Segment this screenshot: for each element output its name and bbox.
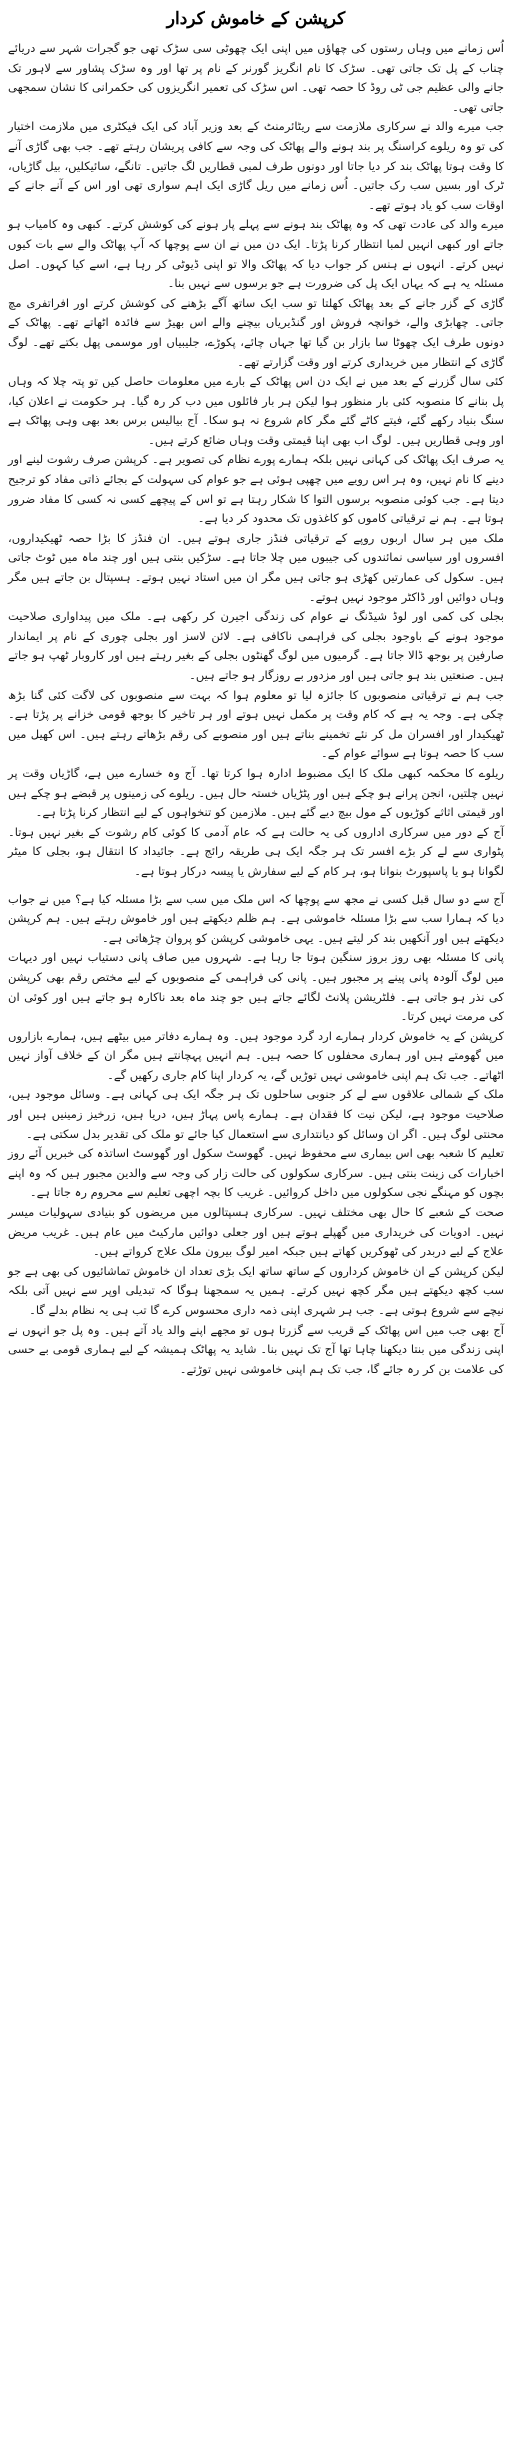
article-paragraph: پانی کا مسئلہ بھی روز بروز سنگین ہوتا جا رہا ہے۔ شہروں میں صاف پانی دستیاب نہیں اور دیہات میں لوگ آلودہ پانی پینے پر مجبور ہیں۔ پانی کی فراہمی کے منصوبوں کے لیے مختص رقم بھی کرپشن کی نذر ہو جاتی ہے۔ فلٹریشن پلانٹ لگائے جاتے ہیں جو چند ماہ بعد ناکارہ ہو جاتے ہیں اور کوئی ان کی مرمت نہیں کرتا۔ — [8, 950, 504, 1024]
article-paragraph: ملک کے شمالی علاقوں سے لے کر جنوبی ساحلوں تک ہر جگہ ایک ہی کہانی ہے۔ وسائل موجود ہیں، صلاحیت موجود ہے، لیکن نیت کا فقدان ہے۔ ہمارے پاس پہاڑ ہیں، دریا ہیں، زرخیز زمینیں ہیں اور محنتی لوگ ہیں۔ اگر ان وسائل کو دیانتداری سے استعمال کیا جائے تو ملک کی تقدیر بدل سکتی ہے۔ — [8, 1087, 504, 1141]
article-paragraph: آج بھی جب میں اس پھاٹک کے قریب سے گزرتا ہوں تو مجھے اپنے والد یاد آتے ہیں۔ وہ پل جو انہوں نے اپنی زندگی میں بنتا دیکھنا چاہا تھا آج تک نہیں بنا۔ شاید یہ پھاٹک ہمیشہ کے لیے ہماری قومی بے حسی کی علامت بن کر رہ جائے گا، جب تک ہم اپنی خاموشی نہیں توڑتے۔ — [8, 1322, 504, 1376]
article-paragraph: صحت کے شعبے کا حال بھی مختلف نہیں۔ سرکاری ہسپتالوں میں مریضوں کو بنیادی سہولیات میسر نہیں۔ ادویات کی خریداری میں گھپلے ہوتے ہیں اور جعلی دوائیں مارکیٹ میں عام ہیں۔ غریب مریض علاج کے لیے دربدر کی ٹھوکریں کھاتے ہیں جبکہ امیر لوگ بیرون ملک علاج کرواتے ہیں۔ — [8, 1205, 504, 1259]
article-paragraph: بجلی کی کمی اور لوڈ شیڈنگ نے عوام کی زندگی اجیرن کر رکھی ہے۔ ملک میں پیداواری صلاحیت موجود ہونے کے باوجود بجلی کی فراہمی ناکافی ہے۔ لائن لاسز اور بجلی چوری کے نام پر ایماندار صارفین پر بوجھ ڈالا جاتا ہے۔ گرمیوں میں لوگ گھنٹوں بجلی کے بغیر رہتے ہیں اور کاروبار ٹھپ ہو جاتے ہیں۔ صنعتیں بند ہو جاتی ہیں اور مزدور بے روزگار ہو جاتے ہیں۔ — [8, 609, 504, 682]
article-paragraph: اُس زمانے میں وہاں رستوں کی چھاؤں میں اپنی ایک چھوٹی سی سڑک تھی جو گجرات شہر سے دریائے چناب کے پل تک جاتی تھی۔ سڑک کا نام انگریز گورنر کے نام پر تھا اور وہ سڑک پشاور سے لاہور تک جانے والی عظیم جی ٹی روڈ کا حصہ تھی۔ اس سڑک کی تعمیر انگریزوں کی حکمرانی کا نشان سمجھی جاتی تھی۔ — [8, 41, 504, 114]
article-paragraph: لیکن کرپشن کے ان خاموش کرداروں کے ساتھ ساتھ ایک بڑی تعداد ان خاموش تماشائیوں کی بھی ہے جو سب کچھ دیکھتے ہیں مگر کچھ نہیں کرتے۔ ہمیں یہ سمجھنا ہوگا کہ تبدیلی اوپر سے نہیں آتی بلکہ نیچے سے شروع ہوتی ہے۔ جب ہر شہری اپنی ذمہ داری محسوس کرے گا تب ہی یہ نظام بدلے گا۔ — [8, 1263, 504, 1317]
article-paragraph: ملک میں ہر سال اربوں روپے کے ترقیاتی فنڈز جاری ہوتے ہیں۔ ان فنڈز کا بڑا حصہ ٹھیکیداروں، افسروں اور سیاسی نمائندوں کی جیبوں میں چلا جاتا ہے۔ سڑکیں بنتی ہیں اور چند ماہ میں ٹوٹ جاتی ہیں۔ سکول کی عمارتیں کھڑی ہو جاتی ہیں مگر ان میں استاد نہیں ہوتے۔ ہسپتال بن جاتے ہیں مگر وہاں دوائیں اور ڈاکٹر موجود نہیں ہوتے۔ — [8, 530, 504, 604]
article-paragraph: جب ہم نے ترقیاتی منصوبوں کا جائزہ لیا تو معلوم ہوا کہ بہت سے منصوبوں کی لاگت کئی گنا بڑھ چکی ہے۔ وجہ یہ ہے کہ کام وقت پر مکمل نہیں ہوتے اور ہر تاخیر کا بوجھ قومی خزانے پر پڑتا ہے۔ ٹھیکیدار اور افسران مل کر نئے تخمینے بناتے ہیں اور منصوبے کی رقم بڑھاتے رہتے ہیں۔ اس کھیل میں سب کا حصہ ہوتا ہے سوائے عوام کے۔ — [8, 687, 504, 761]
article-body — [8, 39, 504, 1379]
article-paragraph: یہ صرف ایک پھاٹک کی کہانی نہیں بلکہ ہمارے پورے نظام کی تصویر ہے۔ کرپشن صرف رشوت لینے اور دینے کا نام نہیں، وہ ہر اس رویے میں چھپی ہوئی ہے جو عوام کی سہولت کے بجائے ذاتی مفاد کو ترجیح دیتا ہے۔ جب کوئی منصوبہ برسوں التوا کا شکار رہتا ہے تو اس کے پیچھے کسی نہ کسی کا مفاد ضرور ہوتا ہے۔ ہم نے ترقیاتی کاموں کو کاغذوں تک محدود کر دیا ہے۔ — [8, 452, 504, 526]
article-paragraph: آج کے دور میں سرکاری اداروں کی یہ حالت ہے کہ عام آدمی کا کوئی کام رشوت کے بغیر نہیں ہوتا۔ پٹواری سے لے کر بڑے افسر تک ہر جگہ ایک ہی طریقہ رائج ہے۔ جائیداد کا انتقال ہو، بجلی کا میٹر لگوانا ہو یا پاسپورٹ بنوانا ہو، ہر کام کے لیے سفارش یا پیسہ درکار ہوتا ہے۔ — [8, 824, 504, 878]
article-paragraph: جب میرے والد نے سرکاری ملازمت سے ریٹائرمنٹ کے بعد وزیر آباد کی ایک فیکٹری میں ملازمت اختیار کی تو وہ ریلوے کراسنگ پر بند ہونے والے پھاٹک کی وجہ سے کافی پریشان رہتے تھے۔ جب بھی گاڑی آنے کا وقت ہوتا پھاٹک بند کر دیا جاتا اور دونوں طرف لمبی قطاریں لگ جاتیں۔ تانگے، سائیکلیں، بیل گاڑیاں، ٹرک اور بسیں سب رک جاتیں۔ اُس زمانے میں ریل گاڑی ایک اہم سواری تھی اور اس کے آنے جانے کے اوقات سب کو یاد ہوتے تھے۔ — [8, 119, 504, 212]
article-paragraph: ریلوے کا محکمہ کبھی ملک کا ایک مضبوط ادارہ ہوا کرتا تھا۔ آج وہ خسارے میں ہے، گاڑیاں وقت پر نہیں چلتیں، انجن پرانے ہو چکے ہیں اور پٹڑیاں خستہ حال ہیں۔ ریلوے کی زمینوں پر قبضے ہو چکے ہیں اور قیمتی اثاثے کوڑیوں کے مول بیچ دیے گئے ہیں۔ ملازمین کو تنخواہوں کے لیے انتظار کرنا پڑتا ہے۔ — [8, 765, 504, 820]
article-paragraph: میرے والد کی عادت تھی کہ وہ پھاٹک بند ہونے سے پہلے پار ہونے کی کوشش کرتے۔ کبھی وہ کامیاب ہو جاتے اور کبھی انہیں لمبا انتظار کرنا پڑتا۔ ایک دن میں نے ان سے پوچھا کہ آپ پھاٹک والے سے بات کیوں نہیں کرتے۔ انہوں نے ہنس کر جواب دیا کہ پھاٹک والا تو اپنی ڈیوٹی کر رہا ہے، اسے کیا کہوں۔ اصل مسئلہ یہ ہے کہ یہاں ایک پل کی ضرورت ہے جو برسوں سے نہیں بنا۔ — [8, 217, 504, 291]
article-title: کرپشن کے خاموش کردار — [166, 9, 346, 29]
article-paragraph: کئی سال گزرنے کے بعد میں نے ایک دن اس پھاٹک کے بارے میں معلومات حاصل کیں تو پتہ چلا کہ وہاں پل بنانے کا منصوبہ کئی بار منظور ہوا لیکن ہر بار فائلوں میں دب کر رہ گیا۔ ہر حکومت نے اعلان کیا، سنگ بنیاد رکھے گئے، فیتے کاٹے گئے مگر کام شروع نہ ہو سکا۔ آج بیالیس برس بعد بھی وہی پھاٹک ہے اور وہی قطاریں ہیں۔ لوگ اب بھی اپنا قیمتی وقت وہاں ضائع کرتے ہیں۔ — [8, 374, 504, 447]
article-paragraph: گاڑی کے گزر جانے کے بعد پھاٹک کھلتا تو سب ایک ساتھ آگے بڑھنے کی کوشش کرتے اور افراتفری مچ جاتی۔ چھابڑی والے، خوانچہ فروش اور گنڈیریاں بیچنے والے اس بھیڑ سے فائدہ اٹھاتے تھے۔ پھاٹک کے دونوں طرف ایک چھوٹا سا بازار بن گیا تھا جہاں چائے، پکوڑے، جلیبیاں اور موسمی پھل بکتے تھے۔ لوگ گاڑی کے انتظار میں خریداری کرتے اور وقت گزارتے تھے۔ — [8, 295, 504, 369]
article-paragraph: آج سے دو سال قبل کسی نے مجھ سے پوچھا کہ اس ملک میں سب سے بڑا مسئلہ کیا ہے؟ میں نے جواب دیا کہ ہمارا سب سے بڑا مسئلہ خاموشی ہے۔ ہم ظلم دیکھتے ہیں اور خاموش رہتے ہیں۔ ہم کرپشن دیکھتے ہیں اور آنکھیں بند کر لیتے ہیں۔ یہی خاموشی کرپشن کو پروان چڑھاتی ہے۔ — [8, 891, 504, 945]
article-paragraph: کرپشن کے یہ خاموش کردار ہمارے ارد گرد موجود ہیں۔ وہ ہمارے دفاتر میں بیٹھے ہیں، ہمارے بازاروں میں گھومتے ہیں اور ہماری محفلوں کا حصہ ہیں۔ ہم انہیں پہچانتے ہیں مگر ان کے خلاف آواز نہیں اٹھاتے۔ جب تک ہم اپنی خاموشی نہیں توڑیں گے، یہ کردار اپنا کام جاری رکھیں گے۔ — [8, 1028, 504, 1082]
article-paragraph: تعلیم کا شعبہ بھی اس بیماری سے محفوظ نہیں۔ گھوسٹ سکول اور گھوسٹ اساتذہ کی خبریں آئے روز اخبارات کی زینت بنتی ہیں۔ سرکاری سکولوں کی حالت زار کی وجہ سے والدین مجبور ہیں کہ وہ اپنے بچوں کو مہنگے نجی سکولوں میں داخل کروائیں۔ غریب کا بچہ اچھی تعلیم سے محروم رہ جاتا ہے۔ — [8, 1146, 504, 1200]
